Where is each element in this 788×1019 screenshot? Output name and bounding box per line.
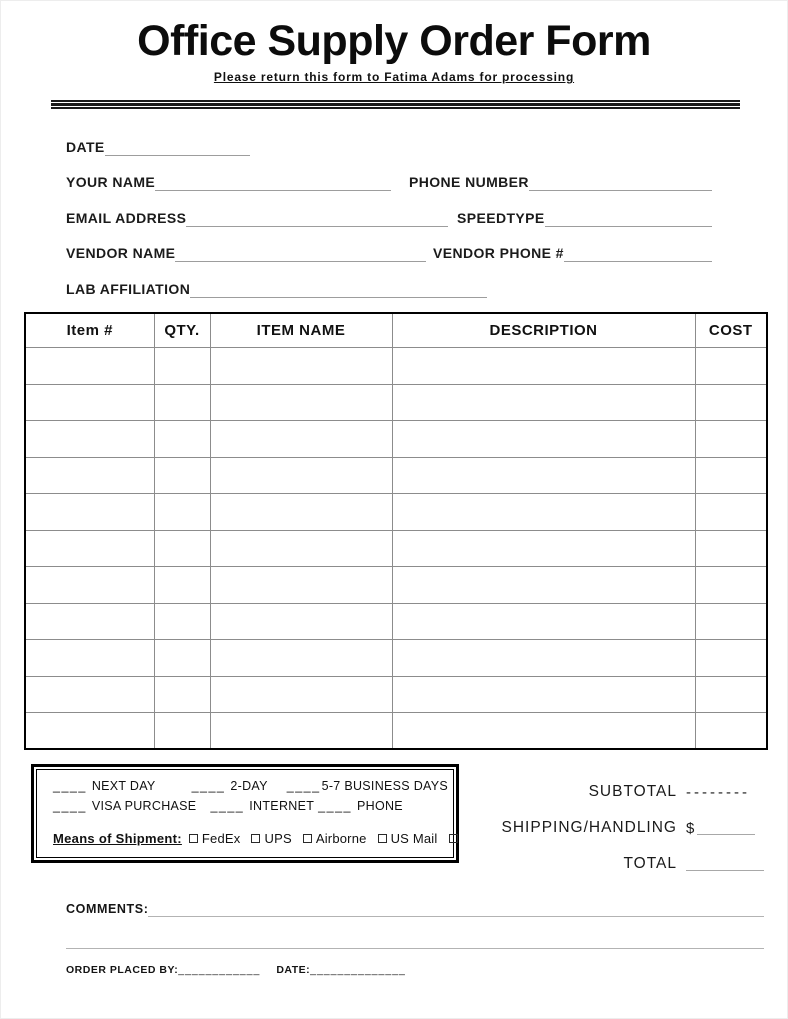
- lab-affiliation-label: LAB AFFILIATION: [66, 280, 191, 297]
- col-header-description: DESCRIPTION: [392, 313, 695, 348]
- order-cell-item-name[interactable]: [210, 384, 392, 421]
- order-cell-qty[interactable]: [154, 421, 210, 458]
- order-placed-by-label: ORDER PLACED BY:: [66, 964, 179, 976]
- order-cell-item-number[interactable]: [25, 384, 154, 421]
- col-header-item-number: Item #: [25, 313, 154, 348]
- order-cell-item-name[interactable]: [210, 603, 392, 640]
- order-row: [25, 567, 767, 604]
- checkbox-airborne-icon[interactable]: [303, 834, 312, 843]
- order-row: [25, 421, 767, 458]
- order-cell-qty[interactable]: [154, 676, 210, 713]
- lab-affiliation-row: [66, 262, 712, 298]
- carrier-ups[interactable]: UPS: [251, 831, 291, 846]
- contact-fields: [66, 120, 712, 298]
- speedtype-label: SPEEDTYPE: [457, 209, 545, 226]
- order-cell-qty[interactable]: [154, 530, 210, 567]
- carrier-other[interactable]: [449, 834, 458, 843]
- order-row: [25, 384, 767, 421]
- name-phone-row: [66, 156, 712, 192]
- purchase-method-row: [53, 799, 443, 819]
- order-row: [25, 640, 767, 677]
- order-cell-cost[interactable]: [695, 457, 767, 494]
- order-cell-cost[interactable]: [695, 421, 767, 458]
- option-5-7-business-days[interactable]: ____5-7 BUSINESS DAYS: [286, 779, 449, 793]
- order-cell-qty[interactable]: [154, 494, 210, 531]
- shipping-handling-row: [472, 810, 764, 846]
- subtotal-row: [472, 774, 764, 810]
- order-row: [25, 603, 767, 640]
- vendor-phone-input[interactable]: [564, 246, 712, 262]
- order-cell-item-name[interactable]: [210, 676, 392, 713]
- col-header-qty: QTY.: [154, 313, 210, 348]
- order-cell-description[interactable]: [392, 676, 695, 713]
- your-name-input[interactable]: [155, 175, 391, 191]
- option-phone[interactable]: ____ PHONE: [318, 799, 403, 813]
- shipping-options-box: [31, 764, 459, 863]
- order-cell-qty[interactable]: [154, 603, 210, 640]
- order-row: [25, 348, 767, 385]
- order-date-input[interactable]: ______________: [310, 964, 406, 976]
- order-cell-item-number[interactable]: [25, 457, 154, 494]
- shipping-speed-row: [53, 779, 449, 799]
- order-cell-qty[interactable]: [154, 640, 210, 677]
- order-cell-item-number[interactable]: [25, 348, 154, 385]
- comments-input-line1[interactable]: [148, 903, 764, 917]
- date-row: [66, 120, 712, 156]
- phone-number-label: PHONE NUMBER: [409, 174, 529, 190]
- page-subtitle: Please return this form to Fatima Adams for processing: [213, 70, 575, 84]
- means-of-shipment-row: [53, 831, 443, 846]
- vendor-name-label: VENDOR NAME: [66, 245, 176, 261]
- order-cell-cost[interactable]: [695, 713, 767, 750]
- order-cell-item-name[interactable]: [210, 348, 392, 385]
- col-header-cost: COST: [695, 313, 767, 348]
- vendor-name-input[interactable]: [175, 246, 426, 262]
- order-cell-qty[interactable]: [154, 713, 210, 750]
- order-cell-item-number[interactable]: [25, 676, 154, 713]
- order-placed-row: [66, 964, 764, 976]
- order-cell-qty[interactable]: [154, 348, 210, 385]
- vendor-row: [66, 227, 712, 263]
- order-cell-description[interactable]: [392, 348, 695, 385]
- email-speedtype-row: [66, 191, 712, 227]
- shipping-handling-input[interactable]: [697, 821, 755, 835]
- order-cell-cost[interactable]: [695, 384, 767, 421]
- date-label: DATE: [66, 138, 105, 155]
- option-internet[interactable]: ____ INTERNET: [210, 799, 315, 813]
- option-next-day[interactable]: ____ NEXT DAY: [53, 779, 156, 793]
- your-name-label: YOUR NAME: [66, 174, 156, 190]
- order-cell-item-name[interactable]: [210, 494, 392, 531]
- dollar-sign: $: [686, 819, 695, 837]
- carrier-fedex[interactable]: FedEx: [189, 831, 241, 846]
- carrier-us-mail[interactable]: US Mail: [378, 831, 438, 846]
- phone-number-input[interactable]: [529, 175, 712, 191]
- checkbox-ups-icon[interactable]: [251, 834, 260, 843]
- order-cell-item-number[interactable]: [25, 530, 154, 567]
- order-cell-description[interactable]: [392, 530, 695, 567]
- order-cell-cost[interactable]: [695, 530, 767, 567]
- total-label: TOTAL: [623, 855, 677, 872]
- order-table-body: [25, 348, 767, 750]
- checkbox-fedex-icon[interactable]: [189, 834, 198, 843]
- shipping-handling-label: SHIPPING/HANDLING: [501, 819, 677, 836]
- order-cell-item-name[interactable]: [210, 713, 392, 750]
- speedtype-input[interactable]: [545, 211, 712, 227]
- col-header-item-name: ITEM NAME: [210, 313, 392, 348]
- comments-row: [66, 897, 764, 917]
- total-row: [472, 846, 764, 882]
- bottom-section: [31, 764, 764, 882]
- order-cell-cost[interactable]: [695, 640, 767, 677]
- order-cell-cost[interactable]: [695, 567, 767, 604]
- order-cell-item-number[interactable]: [25, 603, 154, 640]
- order-cell-description[interactable]: [392, 640, 695, 677]
- option-visa-purchase[interactable]: ____ VISA PURCHASE: [53, 799, 197, 813]
- order-cell-description[interactable]: [392, 457, 695, 494]
- checkbox-other-icon[interactable]: [449, 834, 458, 843]
- order-cell-item-number[interactable]: [25, 640, 154, 677]
- order-cell-description[interactable]: [392, 603, 695, 640]
- email-address-input[interactable]: [186, 211, 448, 227]
- order-cell-cost[interactable]: [695, 494, 767, 531]
- header-divider: [51, 100, 740, 109]
- order-cell-item-name[interactable]: [210, 567, 392, 604]
- order-cell-description[interactable]: [392, 567, 695, 604]
- date-input[interactable]: [105, 140, 250, 156]
- order-cell-item-number[interactable]: [25, 494, 154, 531]
- comments-input-line2[interactable]: [66, 948, 764, 949]
- order-row: [25, 457, 767, 494]
- order-cell-item-number[interactable]: [25, 421, 154, 458]
- checkbox-us-mail-icon[interactable]: [378, 834, 387, 843]
- order-cell-cost[interactable]: [695, 676, 767, 713]
- option-2-day[interactable]: ____ 2-DAY: [191, 779, 268, 793]
- order-row: [25, 494, 767, 531]
- order-cell-item-number[interactable]: [25, 713, 154, 750]
- order-cell-item-number[interactable]: [25, 567, 154, 604]
- email-address-label: EMAIL ADDRESS: [66, 209, 187, 226]
- comments-label: COMMENTS:: [66, 902, 149, 916]
- order-cell-cost[interactable]: [695, 348, 767, 385]
- order-table-header: [25, 313, 767, 348]
- order-row: [25, 676, 767, 713]
- order-cell-description[interactable]: [392, 494, 695, 531]
- order-cell-description[interactable]: [392, 384, 695, 421]
- order-cell-qty[interactable]: [154, 457, 210, 494]
- order-cell-item-name[interactable]: [210, 640, 392, 677]
- order-cell-item-name[interactable]: [210, 457, 392, 494]
- subtotal-label: SUBTOTAL: [588, 783, 677, 800]
- order-cell-description[interactable]: [392, 421, 695, 458]
- order-row: [25, 713, 767, 750]
- totals-section: [472, 774, 764, 882]
- order-cell-cost[interactable]: [695, 603, 767, 640]
- order-cell-item-name[interactable]: [210, 530, 392, 567]
- page-title: Office Supply Order Form: [137, 17, 651, 65]
- order-placed-by-input[interactable]: ____________: [178, 964, 261, 976]
- order-date-label: DATE:: [276, 964, 311, 976]
- order-cell-item-name[interactable]: [210, 421, 392, 458]
- lab-affiliation-input[interactable]: [190, 282, 487, 298]
- order-items-table: [24, 312, 768, 751]
- subtotal-input[interactable]: --------: [686, 783, 750, 801]
- order-cell-qty[interactable]: [154, 567, 210, 604]
- order-cell-description[interactable]: [392, 713, 695, 750]
- vendor-phone-label: VENDOR PHONE #: [433, 245, 564, 261]
- carrier-airborne[interactable]: Airborne: [303, 831, 367, 846]
- order-cell-qty[interactable]: [154, 384, 210, 421]
- means-of-shipment-label: Means of Shipment:: [53, 831, 182, 846]
- order-row: [25, 530, 767, 567]
- total-input[interactable]: [686, 857, 764, 871]
